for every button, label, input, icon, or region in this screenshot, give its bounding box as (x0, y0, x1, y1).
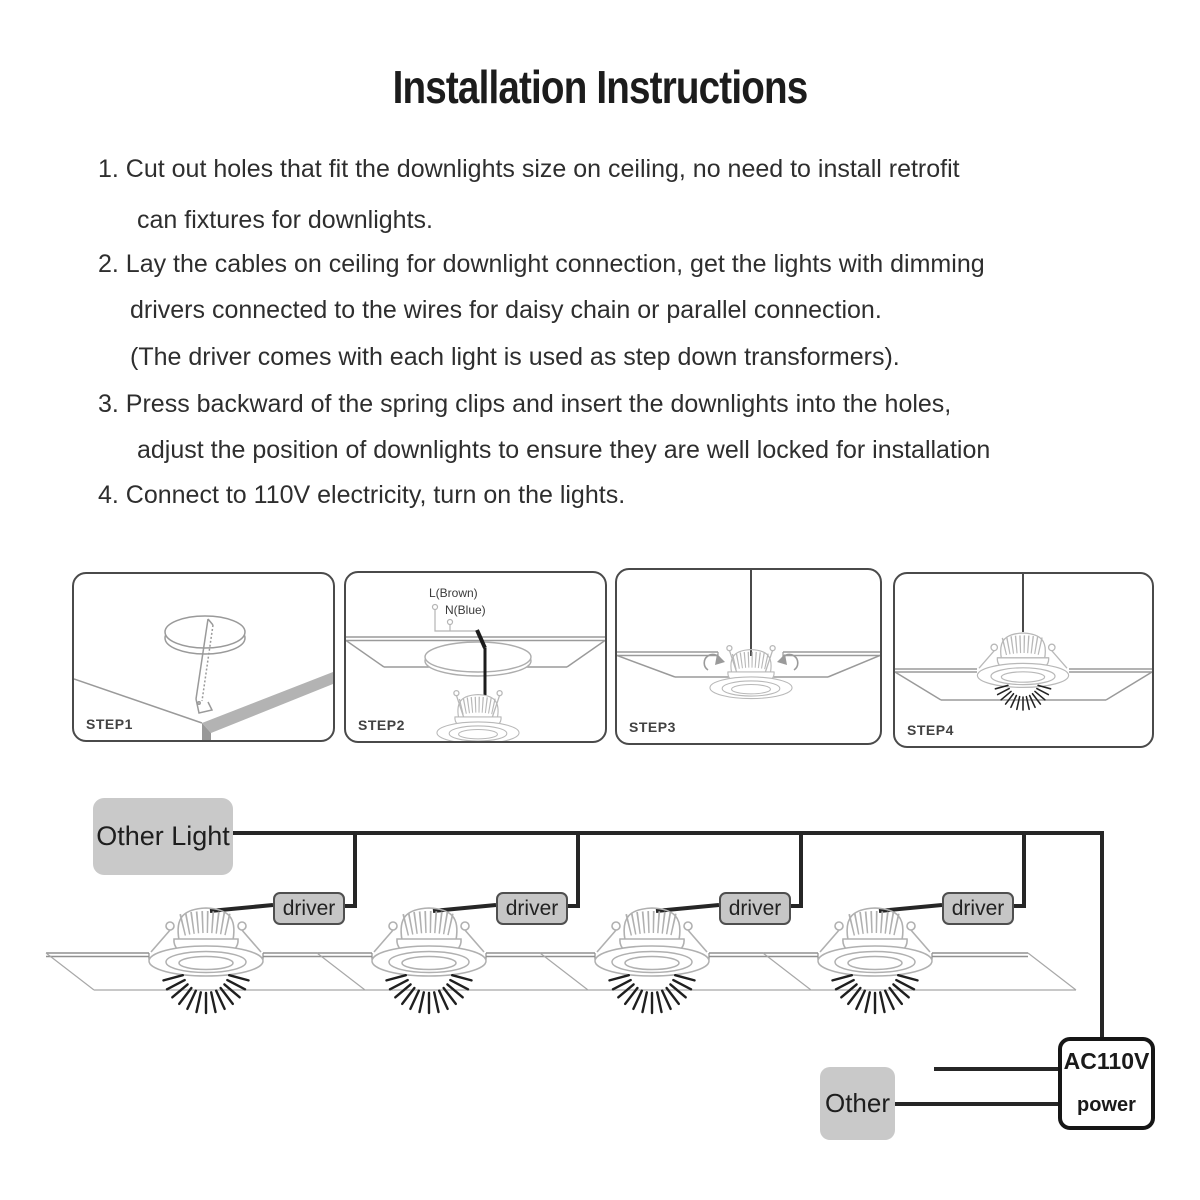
light-rays-icon (833, 975, 918, 1013)
step3-label: STEP3 (629, 719, 676, 735)
light-rays-icon (387, 975, 472, 1013)
live-wire-label: L(Brown) (429, 586, 478, 600)
other-box: Other (820, 1067, 895, 1140)
instruction-line: 2. Lay the cables on ceiling for downlight connection, get the lights with dimming (98, 250, 985, 278)
neutral-wire-label: N(Blue) (445, 603, 486, 617)
instruction-line: 4. Connect to 110V electricity, turn on the lights. (98, 481, 626, 509)
driver-box: driver (942, 892, 1014, 925)
instruction-line: drivers connected to the wires for daisy chain or parallel connection. (130, 296, 882, 324)
step4-label: STEP4 (907, 722, 954, 738)
instruction-line: 1. Cut out holes that fit the downlights size on ceiling, no need to install retrofit (98, 155, 960, 183)
ceiling-beam (202, 672, 333, 733)
downlight-icon (437, 691, 519, 741)
step1-panel (72, 572, 335, 742)
step4-panel (893, 572, 1154, 748)
step3-panel (615, 568, 882, 745)
rotate-arrow-icon (777, 654, 798, 670)
downlight-icon (149, 908, 263, 976)
step3-illustration (617, 570, 880, 743)
light-rays-icon (164, 975, 249, 1013)
other-light-box: Other Light (93, 798, 233, 875)
driver-box: driver (719, 892, 791, 925)
driver-box: driver (273, 892, 345, 925)
downlight-icon (977, 633, 1068, 687)
ceiling-hole (425, 642, 531, 676)
downlight-icon (595, 908, 709, 976)
instruction-line: adjust the position of downlights to ensure they are well locked for installation (137, 436, 991, 464)
ac-power-line1: AC110V (1063, 1048, 1150, 1074)
step1-label: STEP1 (86, 716, 133, 732)
rotate-arrow-icon (704, 654, 725, 670)
step2-label: STEP2 (358, 717, 405, 733)
ac-power-box (1058, 1037, 1155, 1130)
instruction-line: 3. Press backward of the spring clips and insert the downlights into the holes, (98, 390, 952, 418)
light-rays-icon (610, 975, 695, 1013)
step2-panel (344, 571, 607, 743)
instruction-line: (The driver comes with each light is used as step down transformers). (130, 343, 900, 371)
ac-power-line2: power (1077, 1094, 1136, 1116)
driver-box: driver (496, 892, 568, 925)
page-title: Installation Instructions (392, 61, 808, 113)
instruction-line: can fixtures for downlights. (137, 206, 433, 234)
step4-illustration (895, 574, 1152, 746)
light-rays-icon (995, 685, 1050, 710)
downlight-icon (372, 908, 486, 976)
downlight-icon (818, 908, 932, 976)
